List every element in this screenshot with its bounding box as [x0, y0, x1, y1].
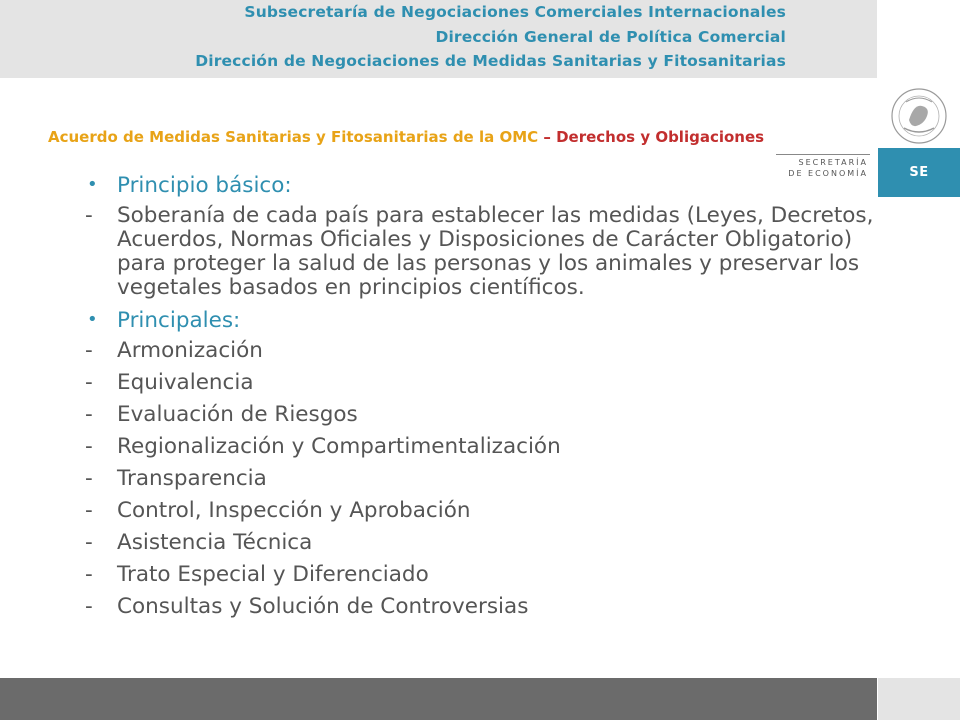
- dash-icon: -: [85, 338, 93, 363]
- slide-content: [85, 174, 875, 619]
- list-item: [85, 531, 875, 555]
- principle-text: Transparencia: [117, 466, 267, 491]
- bullet-icon: •: [87, 309, 98, 330]
- dash-icon: -: [85, 562, 93, 587]
- principle-text: Equivalencia: [117, 370, 254, 395]
- header-line-direccion-negociaciones: Dirección de Negociaciones de Medidas Sanitarias y Fitosanitarias: [195, 52, 786, 70]
- heading-principio-basico: Principio básico:: [117, 173, 292, 198]
- header-band: [0, 0, 877, 78]
- list-item: [85, 595, 875, 619]
- list-item: [85, 563, 875, 587]
- dash-icon: -: [85, 466, 93, 491]
- dash-icon: -: [85, 402, 93, 427]
- list-item: [85, 435, 875, 459]
- list-item: [85, 403, 875, 427]
- slide-subtitle: [48, 128, 764, 146]
- dash-icon: -: [85, 498, 93, 523]
- secretaria-line1: SECRETARÍA: [798, 158, 868, 167]
- subtitle-agreement: Acuerdo de Medidas Sanitarias y Fitosanitarias de la OMC: [48, 128, 539, 146]
- dash-icon: -: [85, 434, 93, 459]
- dash-icon: -: [85, 594, 93, 619]
- bullet-icon: •: [87, 174, 98, 195]
- header-line-subsecretaria: Subsecretaría de Negociaciones Comerciales Internacionales: [244, 3, 786, 21]
- footer-corner: [878, 678, 960, 720]
- subtitle-separator: –: [538, 128, 557, 146]
- header-line-direccion-general: Dirección General de Política Comercial: [435, 28, 786, 46]
- footer-bar: [0, 678, 877, 720]
- secretaria-line2: DE ECONOMÍA: [788, 169, 868, 178]
- list-item: [85, 467, 875, 491]
- principle-text: Trato Especial y Diferenciado: [117, 562, 429, 587]
- heading-principales: Principales:: [117, 308, 241, 333]
- dash-icon: -: [85, 370, 93, 395]
- principle-text: Control, Inspección y Aprobación: [117, 498, 471, 523]
- principle-text: Asistencia Técnica: [117, 530, 313, 555]
- principle-text: Regionalización y Compartimentalización: [117, 434, 561, 459]
- principle-text: Armonización: [117, 338, 263, 363]
- dash-icon: -: [85, 203, 93, 228]
- list-item: [85, 339, 875, 363]
- bullet-principio-basico: [85, 174, 875, 198]
- principle-text: Evaluación de Riesgos: [117, 402, 358, 427]
- bullet-principales: [85, 309, 875, 333]
- se-badge: SE: [878, 148, 960, 197]
- list-item-soberania: [85, 204, 875, 300]
- principle-text: Consultas y Solución de Controversias: [117, 594, 529, 619]
- text-soberania: Soberanía de cada país para establecer las medidas (Leyes, Decretos, Acuerdos, Normas Oficiales y Disposiciones de Carácter Obligatorio) para proteger la salud de las personas y los animales y preservar los vegetales basados en principios científicos.: [117, 203, 874, 300]
- list-item: [85, 371, 875, 395]
- subtitle-rights: Derechos y Obligaciones: [556, 128, 765, 146]
- list-item: [85, 499, 875, 523]
- dash-icon: -: [85, 530, 93, 555]
- logo-divider: [776, 154, 870, 155]
